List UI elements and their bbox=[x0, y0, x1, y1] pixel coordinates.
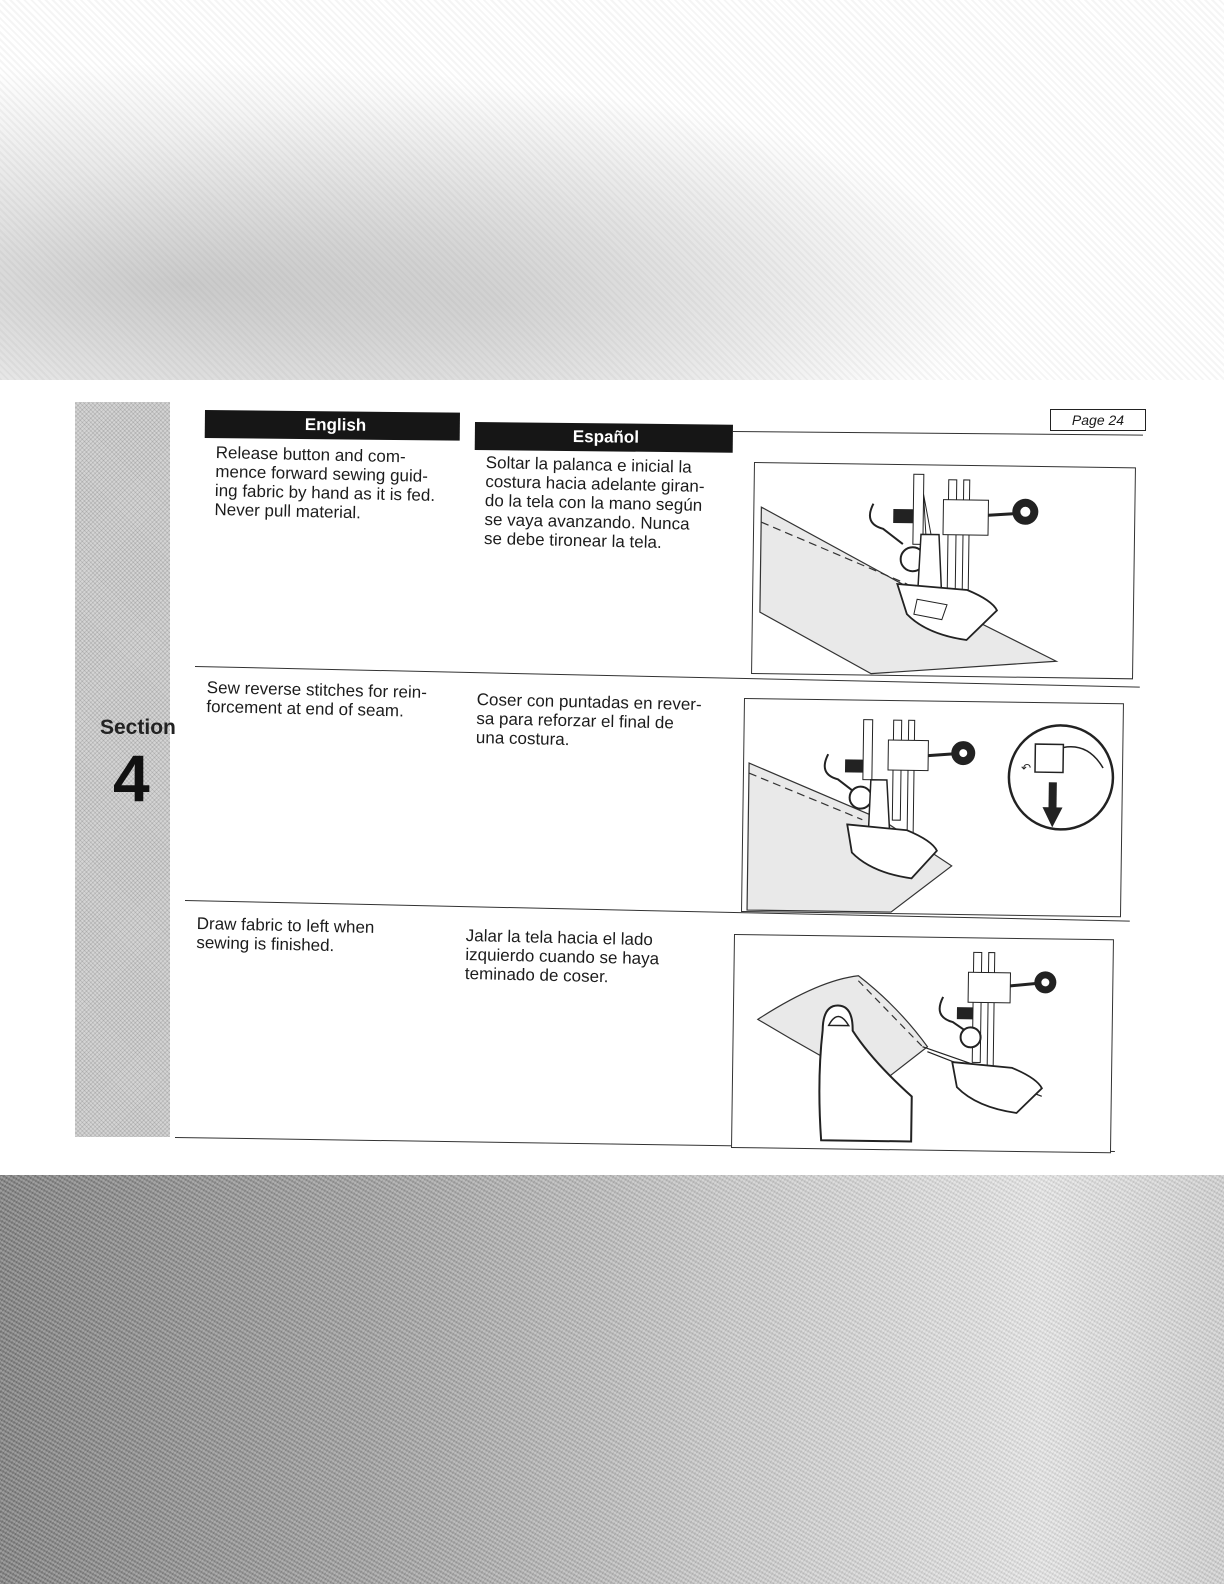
presser-foot-icon bbox=[751, 462, 1134, 682]
section-tab-edge bbox=[170, 402, 210, 1137]
row2-english-text: Sew reverse stitches for rein- forcement at end of seam. bbox=[206, 678, 428, 721]
row2-spanish-text: Coser con puntadas en rever- sa para reforzar el final de una costura. bbox=[475, 690, 702, 750]
header-spanish-label: Español bbox=[572, 427, 640, 447]
header-rule bbox=[733, 431, 1143, 436]
svg-text:↶: ↶ bbox=[1020, 760, 1032, 776]
row3-english-text: Draw fabric to left when sewing is finished. bbox=[196, 914, 375, 956]
header-english-label: English bbox=[304, 415, 367, 435]
illustration-forward-sewing bbox=[751, 462, 1140, 697]
header-english bbox=[205, 410, 460, 441]
header-spanish bbox=[475, 422, 733, 453]
scan-noise-bottom bbox=[0, 1175, 1224, 1584]
illustration-reverse-sewing bbox=[741, 698, 1130, 935]
row1-english-text: Release button and com- mence forward sewing guid- ing fabric by hand as it is fed. Never pull material. bbox=[214, 443, 436, 523]
scan-noise-top bbox=[0, 0, 1224, 380]
presser-foot-reverse-icon bbox=[741, 698, 1124, 918]
section-number: 4 bbox=[113, 741, 150, 815]
section-label: Section bbox=[100, 716, 176, 739]
hand-fabric-icon bbox=[731, 934, 1114, 1154]
page-number: Page 24 bbox=[1050, 409, 1146, 431]
illustration-draw-fabric bbox=[731, 934, 1120, 1171]
row3-spanish-text: Jalar la tela hacia el lado izquierdo cuando se haya teminado de coser. bbox=[464, 926, 660, 987]
row1-spanish-text: Soltar la palanca e inicial la costura hacia adelante giran- do la tela con la mano según se vaya avanzando. Nunca se debe tironear la tela. bbox=[483, 453, 705, 553]
